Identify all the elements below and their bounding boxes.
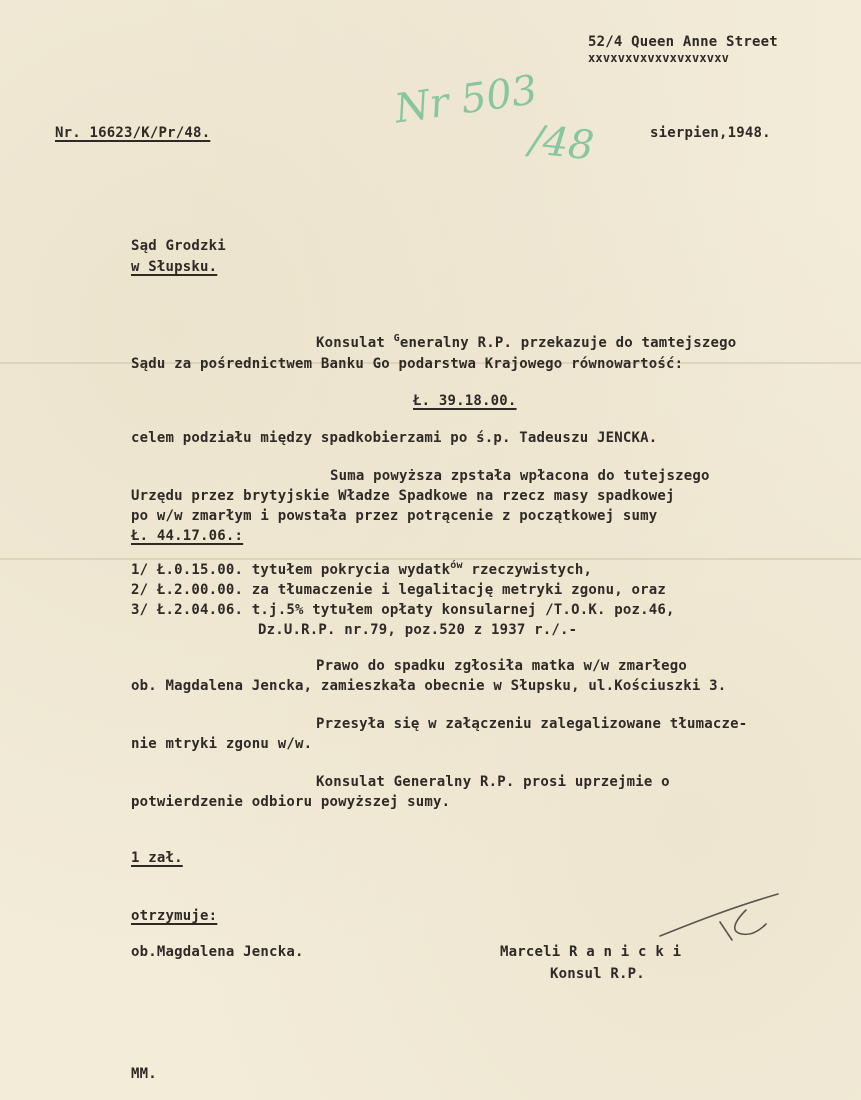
deduction-item-1-part-a: 1/ Ł.0.15.00. tytułem pokrycia wydatk: [131, 562, 451, 578]
typist-initials: MM.: [131, 1066, 157, 1082]
paragraph-1-line-1-part-b: eneralny R.P. przekazuje do tamtejszego: [399, 335, 737, 351]
paragraph-3-line-1: Prawo do spadku zgłosiła matka w/w zmarłego: [316, 658, 688, 674]
recipient-city: w Słupsku.: [131, 259, 218, 275]
paragraph-4-line-1: Przesyła się w załączeniu zalegalizowane tłumacze-: [316, 716, 748, 732]
paragraph-4-line-2: nie mtryki zgonu w/w.: [131, 736, 313, 752]
sender-address: 52/4 Queen Anne Street: [588, 34, 778, 50]
deduction-item-1-part-b: rzeczywistych,: [462, 562, 593, 578]
paragraph-2-line-2: Urzędu przez brytyjskie Władze Spadkowe na rzecz masy spadkowej: [131, 488, 675, 504]
paragraph-1-line-2: Sądu za pośrednictwem Banku Go podarstwa Krajowego równowartość:: [131, 356, 684, 372]
paper-fold-line-lower: [0, 558, 861, 560]
paragraph-2-line-1: Suma powyższa zpstała wpłacona do tutejszego: [330, 468, 710, 484]
paragraph-1-line-1-superscript: G: [393, 333, 400, 344]
paragraph-5-line-1: Konsulat Generalny R.P. prosi uprzejmie o: [316, 774, 670, 790]
signer-title: Konsul R.P.: [550, 966, 645, 982]
paragraph-3-line-2: ob. Magdalena Jencka, zamieszkała obecnie w Słupsku, ul.Kościuszki 3.: [131, 678, 727, 694]
paragraph-2-line-3: po w/w zmarłym i powstała przez potrącenie z początkowej sumy: [131, 508, 658, 524]
letter-date: sierpien,1948.: [650, 125, 771, 141]
deduction-item-1: [131, 562, 592, 580]
handwritten-file-number: Nr 503: [391, 67, 541, 133]
handwritten-signature: [650, 888, 790, 948]
paragraph-1-line-1: [316, 335, 736, 353]
receives-name: ob.Magdalena Jencka.: [131, 944, 304, 960]
transfer-amount: Ł. 39.18.00.: [413, 393, 517, 409]
enclosure-note: 1 zał.: [131, 850, 183, 866]
receives-label: otrzymuje:: [131, 908, 218, 924]
deduction-item-3: 3/ Ł.2.04.06. t.j.5% tytułem opłaty konsularnej /T.O.K. poz.46,: [131, 602, 675, 618]
transfer-purpose: celem podziału między spadkobierzami po ś.p. Tadeuszu JENCKA.: [131, 430, 658, 446]
recipient-court: Sąd Grodzki: [131, 238, 226, 254]
sender-address-strikeout: xxvxvxvxvxvxvxvxvxv: [588, 51, 730, 65]
paragraph-5-line-2: potwierdzenie odbioru powyższej sumy.: [131, 794, 451, 810]
handwritten-file-year: /48: [527, 117, 597, 170]
deduction-item-2: 2/ Ł.2.00.00. za tłumaczenie i legalitację metryki zgonu, oraz: [131, 582, 666, 598]
signer-name: Marceli R a n i c k i: [500, 944, 682, 960]
deduction-item-3-continuation: Dz.U.R.P. nr.79, poz.520 z 1937 r./.-: [258, 622, 578, 638]
reference-number: Nr. 16623/K/Pr/48.: [55, 125, 211, 141]
deduction-item-1-superscript: ów: [450, 560, 463, 571]
paragraph-1-line-1-part-a: Konsulat: [316, 335, 394, 351]
initial-sum: Ł. 44.17.06.:: [131, 528, 244, 544]
